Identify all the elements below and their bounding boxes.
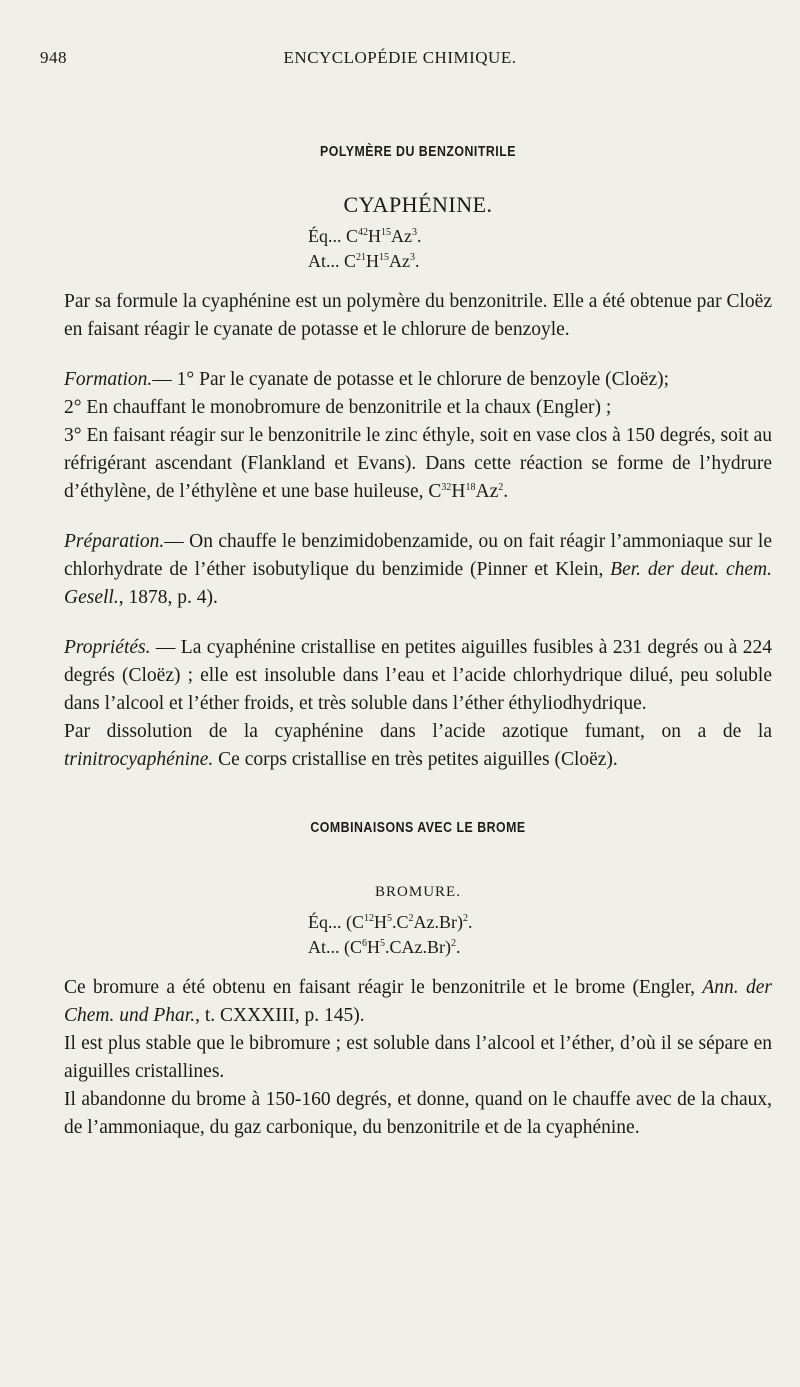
formula-index: 2 (451, 938, 456, 949)
bromure-text-1-end: , t. CXXXIII, p. 145). (195, 1005, 365, 1026)
formula-part: H (367, 937, 380, 957)
formula-index: 5 (387, 913, 392, 924)
formula-index: 3 (412, 227, 418, 238)
bromure-reference: Ann. der Chem. und Phar. (64, 977, 773, 1026)
preparation-end: , 1878, p. 4). (118, 587, 218, 608)
bromure-eq-row (308, 910, 772, 935)
paragraph-formation-2: 2° En chauffant le monobromure de benzonitrile et la chaux (Engler) ; (64, 397, 612, 418)
formula-index: 6 (362, 938, 367, 949)
formula-index: 32 (441, 482, 452, 493)
formula-eq-row (308, 224, 772, 249)
label-preparation: Préparation. (64, 531, 165, 552)
formula-index: 12 (364, 913, 374, 924)
formula-block-bromure (308, 910, 772, 960)
formula-part: . (456, 937, 461, 957)
formula-index: 2 (408, 913, 414, 924)
formula-part: C (346, 226, 359, 246)
formula-index: 15 (379, 252, 390, 263)
formula-part: . (503, 481, 509, 502)
paragraph-bromure-3: Il abandonne du brome à 150-160 degrés, et donne, quand on le chauffe avec de la chaux, de l’ammoniaque, du gaz carbonique, du benzonitrile et de la cyaphénine. (64, 1089, 772, 1138)
paragraph-bromure-2: Il est plus stable que le bibromure ; est soluble dans l’alcool et l’éther, d’où il se sépare en aiguilles cristallines. (64, 1033, 772, 1082)
preparation-reference: Ber. der deut. chem. Gesell. (64, 559, 773, 608)
dissolution-term: trinitrocyaphénine. (64, 749, 214, 770)
formula-part: H (374, 912, 387, 932)
paragraph-preparation (64, 528, 772, 612)
bromure-at-row (308, 935, 772, 960)
bromure-at-label: At... (308, 937, 344, 957)
preparation-text: — On chauffe le benzimidobenzamide, ou on fait réagir l’ammoniaque sur le chlorhydrate de l’éther isobutylique du benzimide (Pinner et Klein, (64, 531, 772, 580)
formula-index: 21 (356, 252, 367, 263)
compound-title-cyaphenine: CYAPHÉNINE. (343, 192, 493, 217)
formula-part: H (368, 226, 382, 246)
formula-part: . (415, 251, 420, 271)
formation-item-1: — 1° Par le cyanate de potasse et le chlorure de benzoyle (Cloëz); (152, 369, 670, 390)
formula-part: .C (392, 912, 409, 932)
dissolution-text: Par dissolution de la cyaphénine dans l’acide azotique fumant, on a de la (64, 721, 772, 742)
formula-part: H (366, 251, 380, 271)
formula-part: H (451, 481, 466, 502)
formula-part: . (417, 226, 422, 246)
formula-block-cyaphenine (308, 224, 772, 274)
running-header (40, 48, 760, 72)
formula-part: Az (475, 481, 499, 502)
formula-part: Az (391, 226, 413, 246)
formula-at-row (308, 249, 772, 274)
section-heading-polymere: POLYMÈRE DU BENZONITRILE (319, 144, 516, 160)
formula-index: 15 (381, 227, 392, 238)
section-heading-brome: COMBINAISONS AVEC LE BROME (310, 820, 526, 836)
formula-part: C (428, 481, 442, 502)
formula-part: (C (346, 912, 364, 932)
proprietes-text: — La cyaphénine cristallise en petites aiguilles fusibles à 231 degrés ou à 224 degrés (Cloëz) ; elle est insoluble dans l’eau et l’acide chlorhydrique dilué, peu soluble dans l’alcool et l’éther froids, et très soluble dans l’éther éthyliodhydrique. (64, 637, 772, 714)
compound-title-bromure: BROMURE. (375, 884, 461, 900)
label-formation: Formation. (64, 369, 153, 390)
dissolution-end: Ce corps cristallise en très petites aiguilles (Cloëz). (213, 749, 618, 770)
label-proprietes: Propriétés. (64, 637, 151, 658)
formula-part: . (468, 912, 473, 932)
formula-part: Az (389, 251, 411, 271)
formula-index: 3 (410, 252, 416, 263)
formula-index: 42 (358, 227, 369, 238)
paragraph-dissolution (64, 718, 772, 774)
running-title: ENCYCLOPÉDIE CHIMIQUE. (283, 48, 517, 67)
formula-index: 5 (380, 938, 385, 949)
formula-part: (C (344, 937, 362, 957)
formula-part: .CAz.Br) (385, 937, 451, 957)
page-body (64, 138, 772, 1142)
bromure-text-1: Ce bromure a été obtenu en faisant réagir le benzonitrile et le brome (Engler, (64, 977, 703, 998)
paragraph-bromure-1 (64, 974, 772, 1030)
formula-at-label: At... (308, 251, 344, 271)
paragraph-intro: Par sa formule la cyaphénine est un polymère du benzonitrile. Elle a été obtenue par Cloëz en faisant réagir le cyanate de potasse et le chlorure de benzoyle. (64, 291, 772, 340)
paragraph-formation-3 (64, 422, 772, 506)
page-number: 948 (40, 48, 67, 67)
formula-index: 2 (463, 913, 468, 924)
formula-part: C (344, 251, 357, 271)
formula-part: Az.Br) (413, 912, 463, 932)
paragraph-formation (64, 366, 772, 394)
formula-eq-label: Éq... (308, 226, 346, 246)
bromure-eq-label: Éq... (308, 912, 346, 932)
formation-item-3: 3° En faisant réagir sur le benzonitrile le zinc éthyle, soit en vase clos à 150 degrés, soit au réfrigérant ascendant (Flankland et Evans). Dans cette réaction se forme de l’hydrure d’éthylène, de l’éthylène et une base huileuse, (64, 425, 772, 502)
formula-index: 18 (465, 482, 476, 493)
formula-index: 2 (498, 482, 504, 493)
paragraph-proprietes (64, 634, 772, 718)
